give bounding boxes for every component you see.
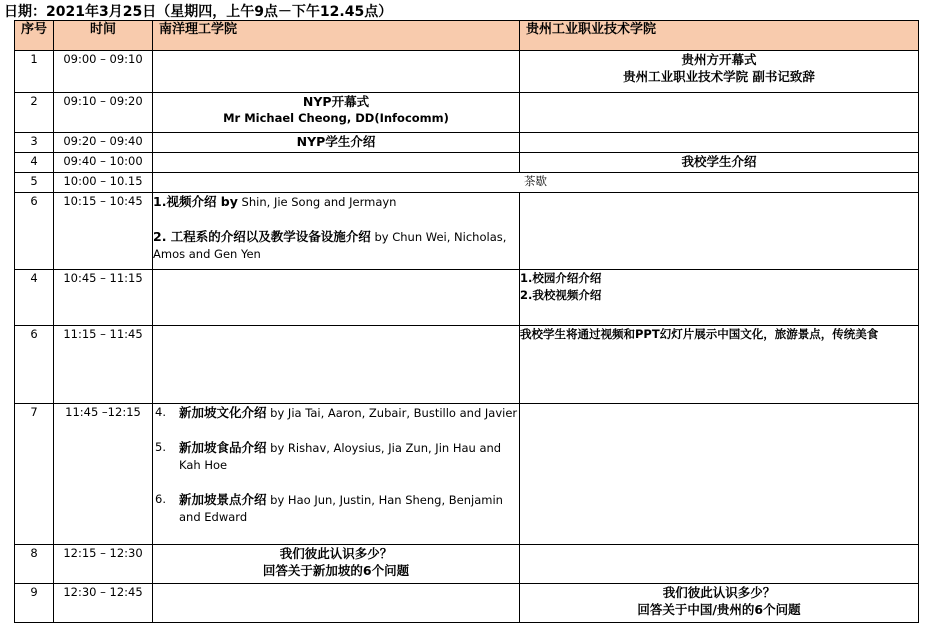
cell-text: 我校学生将通过视频和PPT幻灯片展示中国文化，旅游景点，传统美食 — [520, 327, 879, 341]
row-time: 09:10 – 09:20 — [54, 93, 153, 133]
row-seq: 7 — [15, 404, 54, 545]
cell-line: 贵州工业职业技术学院 副书记致辞 — [623, 69, 815, 84]
row-time: 09:40 – 10:00 — [54, 153, 153, 173]
list-item — [153, 439, 519, 474]
cell-line: 我们彼此认识多少？ — [279, 546, 393, 561]
list-item — [153, 491, 519, 526]
item-title: 新加坡文化介绍 — [179, 405, 267, 420]
cell-line: 2.我校视频介绍 — [520, 288, 602, 302]
row-seq: 4 — [15, 270, 54, 326]
row-seq: 6 — [15, 193, 54, 270]
guizhou-cell — [520, 326, 919, 404]
table-row — [15, 51, 919, 93]
row-time: 10:00 – 10.15 — [54, 173, 153, 193]
row-seq: 3 — [15, 133, 54, 153]
header-seq: 序号 — [15, 21, 54, 51]
list-item — [153, 193, 519, 211]
row-time: 12:30 – 12:45 — [54, 584, 153, 623]
item-number: 5. — [155, 440, 166, 454]
nyp-cell — [153, 133, 520, 153]
row-seq: 9 — [15, 584, 54, 623]
row-seq: 8 — [15, 545, 54, 584]
row-time: 11:45 –12:15 — [54, 404, 153, 545]
nyp-cell — [153, 326, 520, 404]
list-item — [153, 228, 519, 263]
cell-line: 1.校园介绍介绍 — [520, 271, 602, 285]
row-time: 11:15 – 11:45 — [54, 326, 153, 404]
guizhou-cell — [520, 404, 919, 545]
cell-line: NYP学生介绍 — [296, 134, 376, 149]
nyp-cell — [153, 51, 520, 93]
item-number: 6. — [155, 492, 166, 506]
item-presenters: by Rishav, Aloysius, Jia Zun, Jin Hau and Kah Hoe — [179, 441, 502, 472]
nyp-cell — [153, 404, 520, 545]
item-presenters: by Chun Wei, Nicholas, Amos and Gen Yen — [153, 230, 507, 261]
item-title: 新加坡景点介绍 — [179, 492, 267, 507]
nyp-cell — [153, 193, 520, 270]
table-row — [15, 93, 919, 133]
row-time: 09:00 – 09:10 — [54, 51, 153, 93]
row-seq: 1 — [15, 51, 54, 93]
item-presenters: Shin, Jie Song and Jermayn — [237, 195, 397, 209]
row-seq: 4 — [15, 153, 54, 173]
cell-line: 贵州方开幕式 — [681, 52, 757, 67]
table-row — [15, 153, 919, 173]
guizhou-cell — [520, 133, 919, 153]
table-row — [15, 270, 919, 326]
cell-line: 回答关于新加坡的6个问题 — [262, 563, 410, 578]
nyp-cell — [153, 270, 520, 326]
item-title: 新加坡食品介绍 — [179, 440, 267, 455]
guizhou-cell — [520, 153, 919, 173]
item-number: 4. — [155, 405, 166, 419]
guizhou-cell — [520, 545, 919, 584]
nyp-cell — [153, 584, 520, 623]
guizhou-cell — [520, 93, 919, 133]
row-time: 09:20 – 09:40 — [54, 133, 153, 153]
cell-line: 回答关于中国/贵州的6个问题 — [637, 602, 801, 617]
row-time: 12:15 – 12:30 — [54, 545, 153, 584]
row-seq: 6 — [15, 326, 54, 404]
page-title: 日期：2021年3月25日（星期四，上午9点－下午12.45点） — [4, 4, 393, 20]
header-guizhou: 贵州工业职业技术学院 — [520, 21, 919, 51]
cell-line: 我校学生介绍 — [681, 154, 757, 169]
cell-line: 我们彼此认识多少？ — [662, 585, 776, 600]
guizhou-cell — [520, 584, 919, 623]
table-row — [15, 133, 919, 153]
table-row — [15, 545, 919, 584]
nyp-cell — [153, 545, 520, 584]
list-item — [153, 404, 519, 422]
nyp-cell — [153, 93, 520, 133]
header-nyp: 南洋理工学院 — [153, 21, 520, 51]
break-cell: 茶歇 — [153, 173, 919, 193]
table-row — [15, 584, 919, 623]
guizhou-cell — [520, 270, 919, 326]
row-time: 10:15 – 10:45 — [54, 193, 153, 270]
item-presenters: by Jia Tai, Aaron, Zubair, Bustillo and Javier — [266, 406, 518, 420]
guizhou-cell — [520, 193, 919, 270]
guizhou-cell — [520, 51, 919, 93]
schedule-table — [14, 20, 919, 623]
table-row — [15, 173, 919, 193]
cell-line: Mr Michael Cheong, DD(Infocomm) — [223, 111, 449, 125]
table-row — [15, 326, 919, 404]
item-title: 1.视频介绍 by — [153, 194, 238, 209]
table-header-row — [15, 21, 919, 51]
row-seq: 5 — [15, 173, 54, 193]
item-title: 2. 工程系的介绍以及教学设备设施介绍 — [153, 229, 371, 244]
item-presenters: by Hao Jun, Justin, Han Sheng, Benjamin and Edward — [179, 493, 503, 524]
table-row — [15, 404, 919, 545]
row-time: 10:45 – 11:15 — [54, 270, 153, 326]
table-row — [15, 193, 919, 270]
header-time: 时间 — [54, 21, 153, 51]
cell-line: NYP开幕式 — [302, 94, 370, 109]
row-seq: 2 — [15, 93, 54, 133]
nyp-cell — [153, 153, 520, 173]
